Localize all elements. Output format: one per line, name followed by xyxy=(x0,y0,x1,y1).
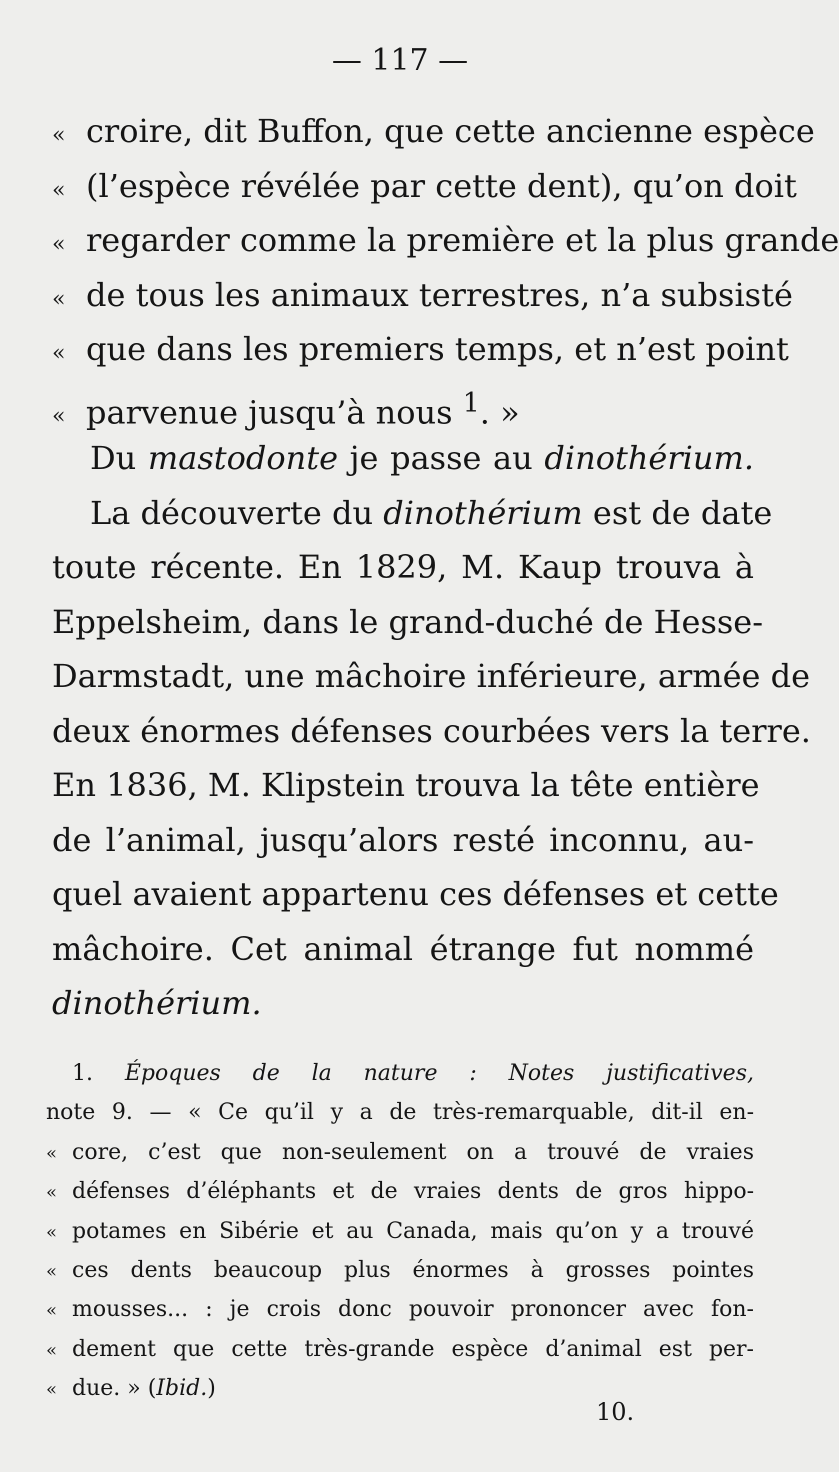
quote-mark: « xyxy=(46,1300,58,1322)
text-line: La découverte du dinothérium est de date xyxy=(90,493,773,532)
text-line: toute récente. En 1829, M. Kaup trouva à xyxy=(52,548,754,586)
quote-mark: « xyxy=(52,286,66,312)
footnote-line: « core, c’est que non-seulement on a trouvé de vraies xyxy=(46,1133,754,1172)
quote-mark: « xyxy=(52,404,66,430)
text-line: « (l’espèce révélée par cette dent), qu’on doit xyxy=(52,159,754,214)
quote-mark: « xyxy=(46,1379,58,1401)
quote-mark: « xyxy=(52,123,66,148)
text-line: Du mastodonte je passe au dinothérium. xyxy=(90,439,755,477)
text-line: quel avaient appartenu ces défenses et cette xyxy=(52,875,779,913)
italic-term: dinothérium. xyxy=(544,439,755,477)
text-line: Eppelsheim, dans le grand-duché de Hesse- xyxy=(52,602,764,641)
footnote-title: Époques de la nature : Notes justificatives, xyxy=(124,1061,754,1086)
text-line: « parvenue jusqu’à nous $^1$. » xyxy=(52,377,754,432)
text-line: En 1836, M. Klipstein trouva la tête entière xyxy=(52,766,760,804)
main-text xyxy=(52,104,839,1031)
quote-mark: « xyxy=(52,177,66,203)
signature-mark: 10. xyxy=(596,1398,635,1426)
text-line: « que dans les premiers temps, et n’est point xyxy=(52,322,754,377)
quote-mark: « xyxy=(52,341,66,366)
text-line: mâchoire. Cet animal étrange fut nommé xyxy=(52,929,754,968)
footnote-line: « due. » (Ibid.) xyxy=(46,1369,754,1408)
italic-term: dinothérium xyxy=(383,493,583,532)
text-line: deux énormes défenses courbées vers la terre. xyxy=(52,711,811,750)
footnote-line xyxy=(46,1054,754,1093)
footnote-line: « dement que cette très-grande espèce d’animal est per- xyxy=(46,1330,754,1369)
ibid-reference: Ibid. xyxy=(156,1376,208,1402)
footnote-reference: 1 xyxy=(462,387,480,419)
footnote-line: « mousses... : je crois donc pouvoir prononcer avec fon- xyxy=(46,1290,754,1329)
page-number: — 117 — xyxy=(331,43,469,78)
text-line xyxy=(52,976,754,1031)
footnote-line: « potames en Sibérie et au Canada, mais qu’on y a trouvé xyxy=(46,1212,754,1251)
text-line: « de tous les animaux terrestres, n’a subsisté xyxy=(52,268,754,323)
quote-mark: « xyxy=(46,1182,58,1204)
quote-mark: « xyxy=(52,232,66,257)
footnote-line: « défenses d’éléphants et de vraies dents de gros hippo- xyxy=(46,1172,754,1211)
italic-term: mastodonte xyxy=(147,439,339,477)
footnote-line: « ces dents beaucoup plus énormes à grosses pointes xyxy=(46,1251,754,1290)
text-line: Darmstadt, une mâchoire inférieure, armée de xyxy=(52,657,811,695)
quote-mark: « xyxy=(46,1142,58,1164)
italic-term: dinothérium. xyxy=(52,984,262,1022)
quote-mark: « xyxy=(46,1260,58,1282)
quote-mark: « xyxy=(46,1221,58,1243)
footnote xyxy=(46,1054,754,1409)
text-line: « regarder comme la première et la plus grande xyxy=(52,213,754,268)
footnote-line: note 9. — « Ce qu’il y a de très-remarquable, dit-il en- xyxy=(46,1100,754,1126)
quote-mark: « xyxy=(46,1339,58,1361)
text-line: de l’animal, jusqu’alors resté inconnu, au- xyxy=(52,820,754,859)
text-line: « croire, dit Buffon, que cette ancienne espèce xyxy=(52,104,754,159)
footnote-number: 1. xyxy=(72,1061,93,1086)
